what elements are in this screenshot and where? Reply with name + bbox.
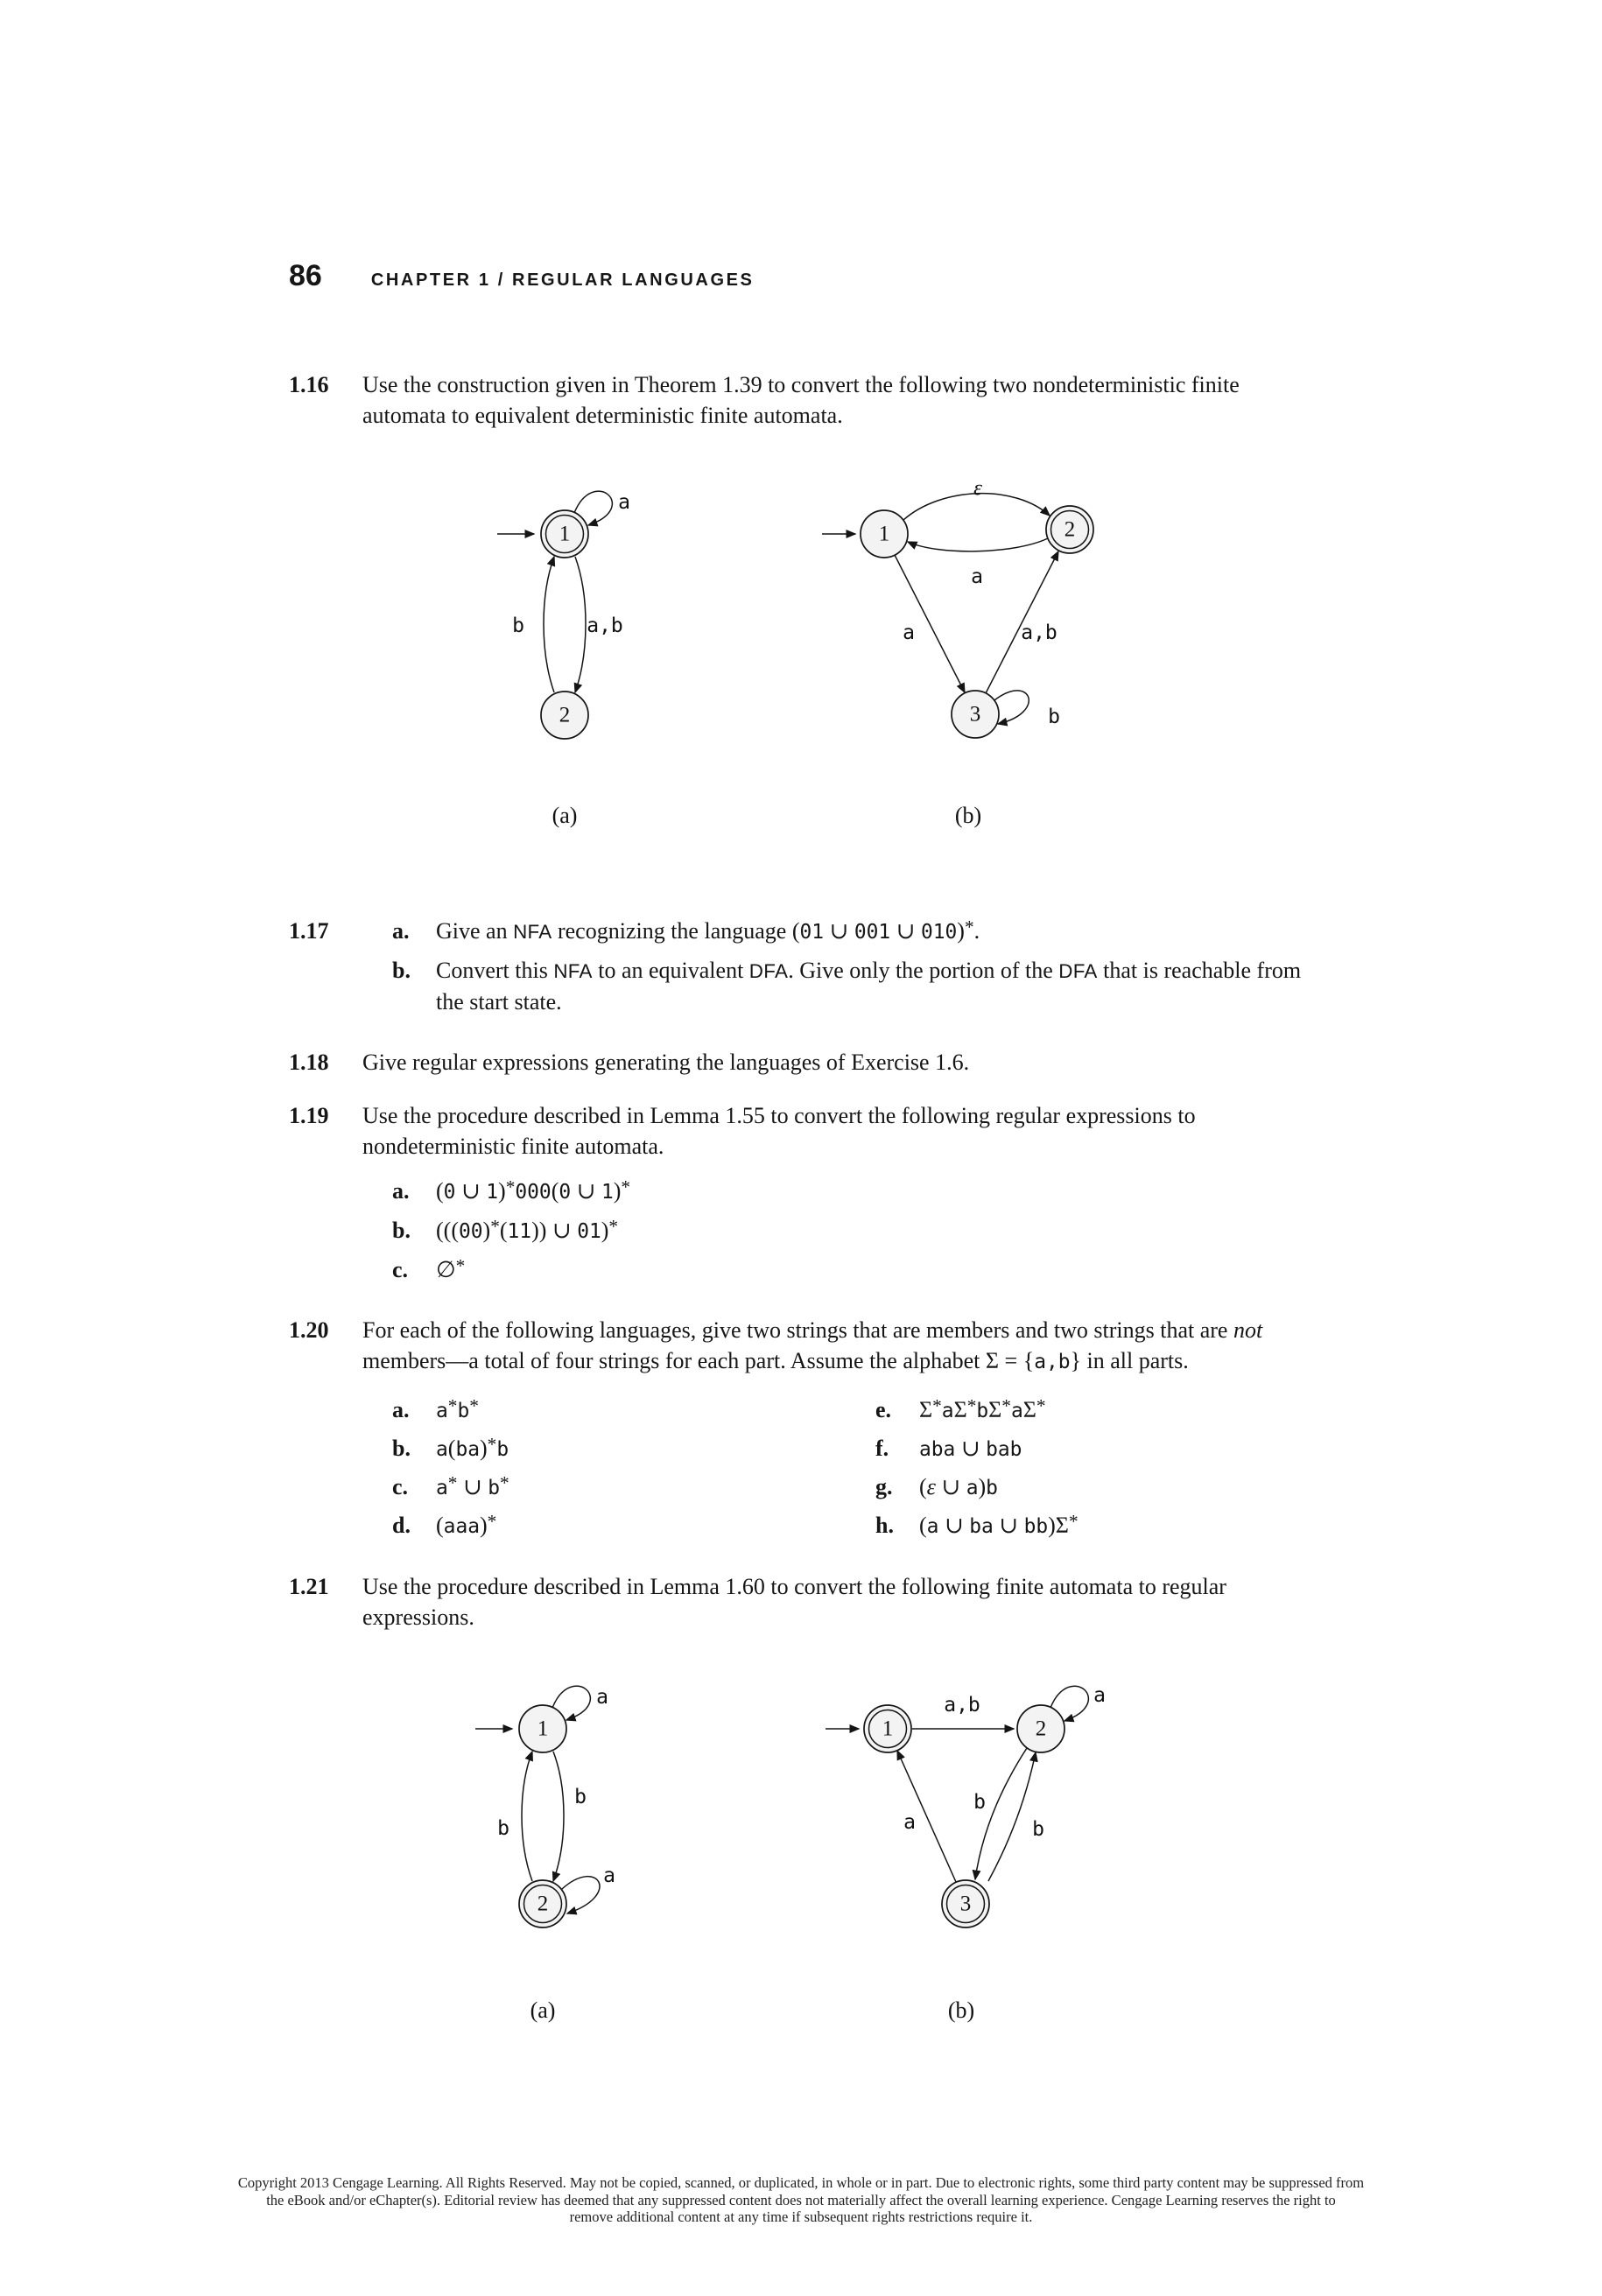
exercise-1-18 [289,1047,1313,1078]
exercise-number: 1.17 [289,918,329,944]
regex-expression: (ε ∪ a)b [919,1474,998,1499]
exercise-number: 1.19 [289,1103,329,1128]
edge-label-3-1: a [903,1811,916,1834]
regex-expression: aba ∪ bab [919,1436,1022,1461]
sub-item-a [392,1394,846,1427]
edge-label-right: a,b [1021,621,1057,644]
loop-label: b [1048,706,1060,728]
regex-expression: a* ∪ b* [436,1472,509,1499]
item-label: b. [392,958,411,983]
edge-1-to-2 [575,557,586,692]
loop-label-2: a [1093,1684,1106,1707]
item-label: a. [392,1397,410,1422]
item-label: c. [392,1257,409,1282]
exercise-body [362,1315,1313,1548]
state-3-label: 3 [969,702,981,727]
nfa-diagram-1-16-a [411,446,727,832]
item-label: e. [875,1397,892,1422]
exercise-body [362,369,1313,893]
edge-label-2-3: b [973,1791,986,1814]
exercise-1-20 [289,1315,1313,1548]
regex-expression: a*b* [436,1395,479,1422]
exercise-1-16 [289,369,1313,893]
loop-label: a [618,491,630,514]
edge-2-to-1 [544,557,554,692]
exercise-text: For each of the following languages, give two strings that are members and two strings that are not members—a total of four strings for each part. Assume the alphabet Σ = {a,b} in all parts. [362,1317,1263,1373]
exercise-number: 1.16 [289,372,329,397]
item-text: Give an NFA recognizing the language (01 ∪ 001 ∪ 010)*. [436,916,980,944]
dfa-diagram-1-21-a [390,1641,705,2026]
self-loop-state2 [562,1877,600,1913]
exercise-number: 1.20 [289,1317,329,1343]
exercise-1-17 [289,916,1313,1024]
edge-label-left: b [497,1817,509,1840]
item-label: a. [392,1178,410,1204]
sub-item-f [875,1433,1313,1465]
edge-label-mid: a [971,565,983,588]
sub-item-c [392,1471,846,1504]
sub-item-b [392,1215,1313,1247]
exercise-body [362,916,1313,1024]
sub-item-e [875,1394,1313,1427]
exercise-number: 1.21 [289,1574,329,1599]
regex-expression: (0 ∪ 1)*000(0 ∪ 1)* [436,1176,631,1204]
figure-caption: (a) [552,803,578,828]
exercise-body [362,1571,1313,2026]
exercise-body [362,1100,1313,1292]
figure-caption: (a) [530,1998,556,2023]
regex-expression: (((00)*(11)) ∪ 01)* [436,1216,619,1243]
sub-item-a [392,916,1313,948]
regex-expression: (a ∪ ba ∪ bb)Σ* [919,1511,1079,1538]
regex-expression: a(ba)*b [436,1434,509,1461]
two-column-list [362,1388,1313,1548]
item-label: g. [875,1474,893,1499]
edge-2-to-1 [908,538,1048,551]
state-1-label: 1 [559,522,571,546]
edge-1-to-2 [553,1752,564,1881]
state-2-label: 2 [1035,1717,1047,1741]
loop-label-1: a [596,1686,608,1709]
figure-caption: (b) [954,803,982,828]
chapter-title: CHAPTER 1 / REGULAR LANGUAGES [370,270,755,290]
dfa-diagram-1-21-b [822,1641,1260,2026]
state-2-label: 2 [559,703,571,727]
state-2-label: 2 [537,1892,549,1916]
exercise-text: Use the procedure described in Lemma 1.55 to convert the following regular expressions to nondeterministic finite automata. [362,1103,1196,1159]
exercise-text: Give regular expressions generating the languages of Exercise 1.6. [362,1050,970,1075]
item-label: d. [392,1513,411,1538]
nfa-diagram-1-16-b [819,446,1256,832]
exercise-text: Use the construction given in Theorem 1.39 to convert the following two nondeterministic finite automata to equivalent deterministic finite automata. [362,372,1240,428]
sub-item-b [392,955,1313,1017]
item-label: c. [392,1474,409,1499]
figure-row-1-16 [411,446,1313,832]
exercise-number: 1.18 [289,1050,329,1075]
item-text: Convert this NFA to an equivalent DFA. Give only the portion of the DFA that is reachable from the start state. [436,958,1302,1015]
self-loop-state3 [994,691,1029,724]
regex-expression: (aaa)* [436,1511,497,1538]
edge-label-epsilon: ε [973,476,982,501]
sub-item-g [875,1471,1313,1504]
edge-label-1-2: a,b [944,1694,980,1717]
state-1-label: 1 [878,522,890,546]
page-number: 86 [289,259,322,292]
regex-expression: Σ*aΣ*bΣ*aΣ* [919,1395,1046,1422]
item-label: h. [875,1513,894,1538]
regex-expression: ∅* [436,1255,466,1282]
item-label: b. [392,1218,411,1243]
sub-item-a [392,1176,1313,1208]
exercise-text: Use the procedure described in Lemma 1.60 to convert the following finite automata to regular expressions. [362,1574,1226,1630]
edge-label-right: a,b [587,614,623,637]
sub-item-d [392,1510,846,1542]
edge-label-3-2: b [1032,1818,1044,1841]
sub-item-h [875,1510,1313,1542]
state-3-label: 3 [959,1892,972,1916]
figure-caption: (b) [947,1998,975,2023]
loop-label-2: a [603,1864,615,1887]
edge-2-to-1 [522,1752,532,1881]
edge-label-left: b [512,614,524,637]
main-content [289,369,1313,2049]
sub-item-b [392,1433,846,1465]
item-label: a. [392,918,410,944]
exercise-1-19 [289,1100,1313,1292]
copyright-line-3: remove additional content at any time if subsequent rights restrictions require it. [569,2208,1033,2225]
exercise-body [362,1047,1313,1078]
edge-label-left: a [903,621,915,644]
state-1-label: 1 [882,1717,894,1741]
state-1-label: 1 [537,1717,549,1741]
item-label: b. [392,1436,411,1461]
copyright-line-1: Copyright 2013 Cengage Learning. All Rights Reserved. May not be copied, scanned, or duplicated, in whole or in part. Due to electronic rights, some third party content may be suppressed from [237,2174,1365,2191]
figure-row-1-21 [390,1641,1313,2026]
column-left [362,1388,846,1548]
item-label: f. [875,1436,889,1461]
copyright-line-2: the eBook and/or eChapter(s). Editorial review has deemed that any suppressed content does not materially affect the overall learning experience. Cengage Learning reserves the right to [266,2191,1336,2208]
edge-label-right: b [574,1786,587,1808]
copyright-notice [0,2174,1602,2226]
column-right [846,1388,1313,1548]
running-head [289,259,754,293]
exercise-1-21 [289,1571,1313,2026]
sub-item-c [392,1254,1313,1285]
state-2-label: 2 [1064,517,1076,542]
